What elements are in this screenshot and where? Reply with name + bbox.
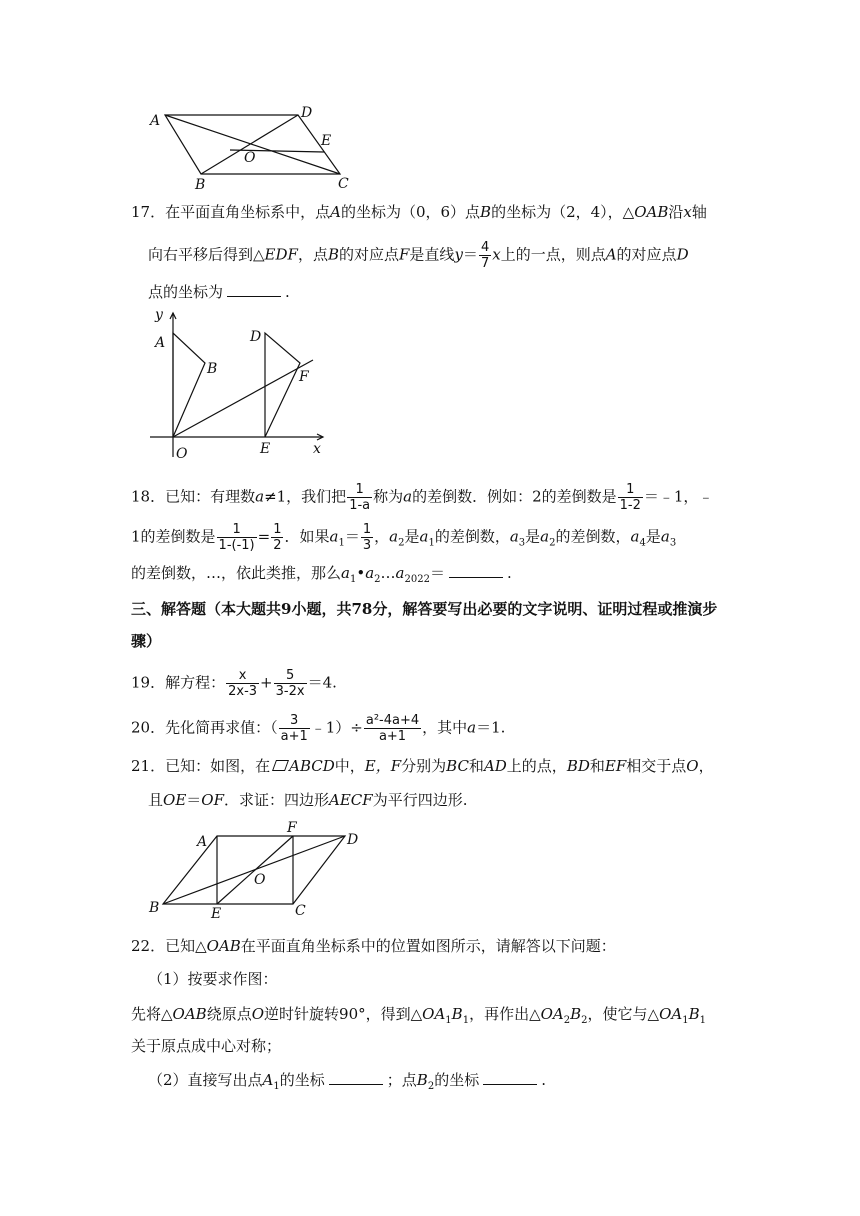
fraction-a2-4a+4-over-a+1: $\frac{\text{a²-4a+4}}{a+1}$ xyxy=(365,713,420,744)
label-B: B xyxy=(149,900,160,916)
q21-line1: 21．已知：如图，在 ABCD中，E，F分别为BC和AD上的点，BD和EF相交于点O， xyxy=(131,757,714,775)
figure-q16 xyxy=(145,100,355,195)
label-E: E xyxy=(260,441,271,457)
q18-line1: 18．已知：有理数a≠1，我们把 $\frac{1}{1-a}$ 称为a的差倒数．例如：2的差倒数是 $\frac{1}{1-2}$ ＝﹣1，﹣ xyxy=(131,482,714,513)
parallelogram-symbol xyxy=(272,760,289,771)
fraction-1-over-1-2: $\frac{1}{1-2}$ xyxy=(619,482,641,513)
axis-label-x: x xyxy=(313,441,321,457)
label-E: E xyxy=(211,906,222,922)
label-A: A xyxy=(150,113,161,129)
q18-line3: 的差倒数，…，依此类推，那么$a_1•a_2\dots a_{2022}=$ . xyxy=(131,564,512,585)
fraction-4-7: $\frac{4}{7}$ xyxy=(480,240,490,271)
label-E: E xyxy=(321,133,332,149)
q17-line2: 向右平移后得到△EDF，点B的对应点F是直线y＝ $\frac{4}{7}$ x上的一点，则点A的对应点D xyxy=(148,240,689,271)
label-D: D xyxy=(347,832,359,848)
label-F: F xyxy=(299,369,309,385)
q19: 19．解方程： $\frac{x}{2x-3}$ + $\frac{5}{3-2x}$ ＝4. xyxy=(131,668,337,699)
q17-line3: 点的坐标为 . xyxy=(148,283,290,301)
answer-blank-b2 xyxy=(483,1070,537,1085)
fraction-3-over-a+1: $\frac{3}{a+1}$ xyxy=(280,713,308,744)
label-A: A xyxy=(155,335,166,351)
answer-blank xyxy=(227,282,281,297)
q22-line1: 22．已知△OAB在平面直角坐标系中的位置如图所示，请解答以下问题： xyxy=(131,937,616,955)
fraction-1-3: $\frac{1}{3}$ xyxy=(362,522,372,553)
label-A: A xyxy=(197,834,208,850)
label-B: B xyxy=(207,361,218,377)
label-D: D xyxy=(301,105,313,121)
fraction-1-over-1-neg1: $\frac{1}{1-(-1)}$ xyxy=(218,522,255,553)
label-C: C xyxy=(295,903,306,919)
fraction-1-2: $\frac{1}{2}$ xyxy=(273,522,282,553)
q17-line1: 17．在平面直角坐标系中，点A的坐标为（0，6）点B的坐标为（2，4），△OAB沿x轴 xyxy=(131,203,707,221)
label-O: O xyxy=(176,446,188,462)
section-3-heading-cont: 骤） xyxy=(131,632,162,650)
label-D: D xyxy=(250,329,262,345)
q20: 20．先化简再求值：（ $\frac{3}{a+1}$ ﹣1）÷ $\frac{\text{a²-4a+4}}{a+1}$ ，其中a＝1. xyxy=(131,713,506,744)
section-3-heading: 三、解答题（本大题共9小题，共78分，解答要写出必要的文字说明、证明过程或推演步 xyxy=(131,600,718,618)
q22-line3: 先将△OAB绕原点O逆时针旋转90°，得到$\triangle OA_1B_1$，再作出$\triangle OA_2B_2$，使它与$\triangle OA_1B_1$ xyxy=(131,1005,707,1026)
label-O: O xyxy=(254,872,266,888)
q22-part1: （1）按要求作图： xyxy=(148,970,278,988)
figure-q21 xyxy=(145,818,365,923)
answer-blank-a1 xyxy=(329,1070,383,1085)
q22-part2: （2）直接写出点$A_1$的坐标 ；点$B_2$的坐标 . xyxy=(148,1071,546,1092)
q21-line2: 且OE＝OF．求证：四边形AECF为平行四边形. xyxy=(148,791,468,809)
label-F: F xyxy=(287,820,297,836)
label-O: O xyxy=(244,150,256,166)
q22-line4: 关于原点成中心对称； xyxy=(131,1037,282,1055)
axis-label-y: y xyxy=(155,307,163,323)
q18-line2: 1的差倒数是 $\frac{1}{1-(-1)}$ = $\frac{1}{2}$ ．如果$a_1=$ $\frac{1}{3}$ ，$a_2$是$a_1$的差倒数，$a_3$是$a_2$的差倒数，$a_4$是$a_3$ xyxy=(131,522,677,553)
figure-q17 xyxy=(145,305,335,465)
fraction-5-over-3-2x: $\frac{5}{3-2x}$ xyxy=(275,668,305,699)
answer-blank xyxy=(449,563,503,578)
fraction-x-over-2x-3: $\frac{x}{2x-3}$ xyxy=(228,668,258,699)
fraction-1-over-1-a: $\frac{1}{1-a}$ xyxy=(349,482,371,513)
label-B: B xyxy=(195,177,206,193)
label-C: C xyxy=(338,176,349,192)
